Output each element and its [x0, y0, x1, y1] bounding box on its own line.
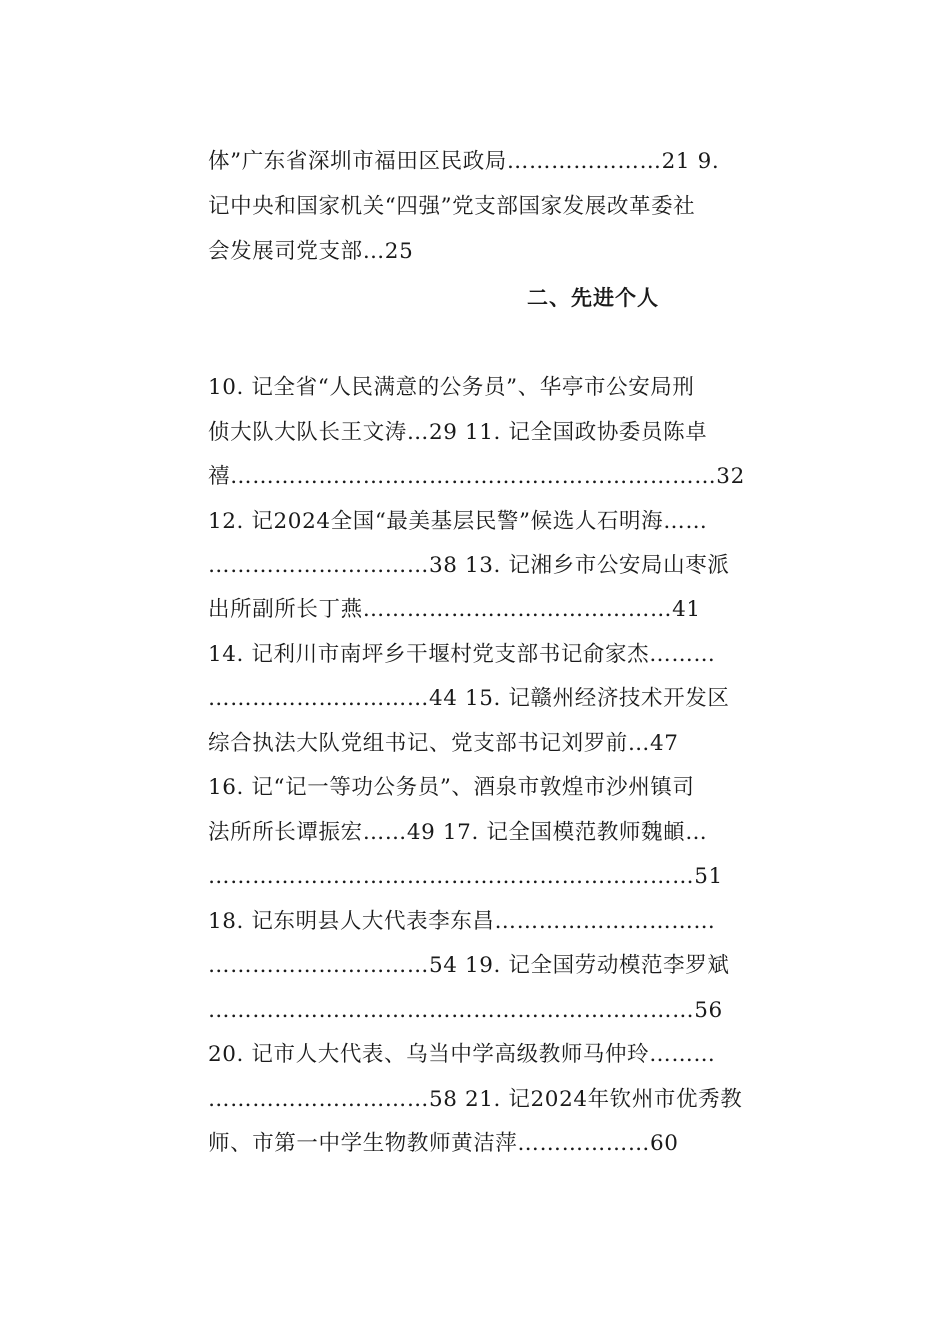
toc-line: 12. 记2024全国“最美基层民警”候选人石明海…… — [208, 509, 708, 534]
toc-line: 16. 记“记一等功公务员”、酒泉市敦煌市沙州镇司 — [208, 775, 695, 800]
toc-line: 侦大队大队长王文涛…29 11. 记全国政协委员陈卓 — [208, 420, 708, 445]
toc-line: 师、市第一中学生物教师黄洁萍………………60 — [208, 1131, 679, 1156]
toc-line: …………………………38 13. 记湘乡市公安局山枣派 — [208, 553, 730, 578]
toc-line: 综合执法大队党组书记、党支部书记刘罗前…47 — [208, 731, 679, 756]
section-heading: 二、先进个人 — [527, 286, 659, 310]
toc-line: …………………………54 19. 记全国劳动模范李罗斌 — [208, 953, 730, 978]
toc-line: 18. 记东明县人大代表李东昌………………………… — [208, 909, 716, 934]
toc-line: 禧…………………………………………………………32 — [208, 464, 745, 489]
toc-line: …………………………44 15. 记赣州经济技术开发区 — [208, 686, 730, 711]
toc-line: 10. 记全省“人民满意的公务员”、华亭市公安局刑 — [208, 375, 695, 400]
toc-line: 出所副所长丁燕……………………………………41 — [208, 597, 701, 622]
toc-line: …………………………………………………………51 — [208, 864, 723, 889]
toc-line: 14. 记利川市南坪乡干堰村党支部书记俞家杰……… — [208, 642, 716, 667]
toc-line: …………………………58 21. 记2024年钦州市优秀教 — [208, 1087, 743, 1112]
toc-line: 会发展司党支部…25 — [208, 239, 414, 264]
toc-line: …………………………………………………………56 — [208, 998, 723, 1023]
toc-line: 法所所长谭振宏……49 17. 记全国模范教师魏頔… — [208, 820, 708, 845]
toc-line: 20. 记市人大代表、乌当中学高级教师马仲玲……… — [208, 1042, 716, 1067]
toc-line: 记中央和国家机关“四强”党支部国家发展改革委社 — [208, 194, 696, 219]
toc-line: 体”广东省深圳市福田区民政局…………………21 9. — [208, 149, 720, 174]
